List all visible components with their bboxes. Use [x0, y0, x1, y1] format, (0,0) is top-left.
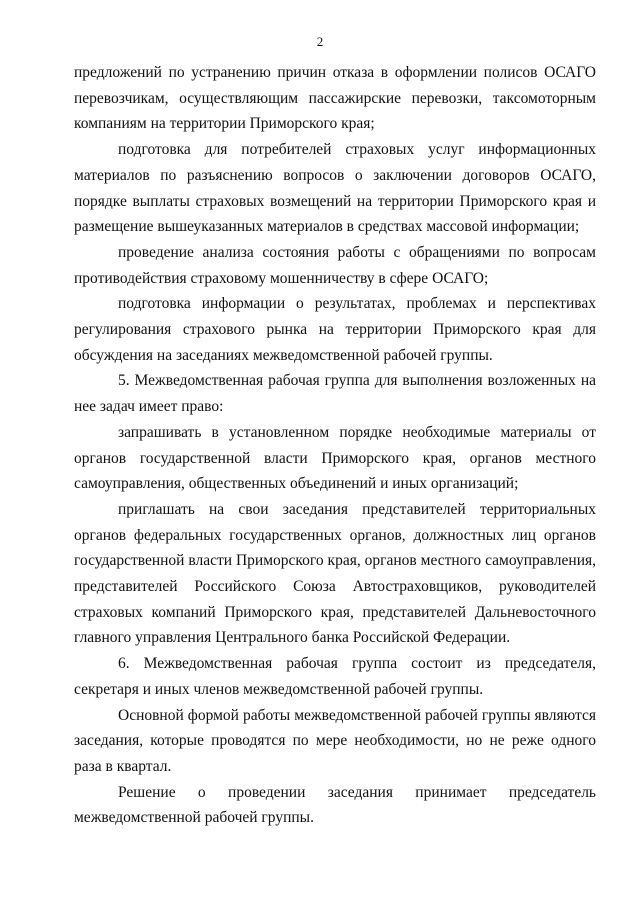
- paragraph-8: 6. Межведомственная рабочая группа состоит из председателя, секретаря и иных членов межведомственной рабочей группы.: [74, 655, 596, 698]
- paragraph-5: 5. Межведомственная рабочая группа для выполнения возложенных на нее задач имеет право:: [74, 372, 596, 416]
- paragraph-9: Основной формой работы межведомственной рабочей группы являются заседания, которые проводятся по мере необходимости, но не реже одного раза в квартал.: [74, 706, 596, 775]
- paragraph-3: проведение анализа состояния работы с обращениями по вопросам противодействия страховому мошенничеству в сфере ОСАГО;: [74, 243, 596, 287]
- paragraph-4: подготовка информации о результатах, проблемах и перспективах регулирования страхового рынка на территории Приморского края для обсуждения на заседаниях межведомственной рабочей группы.: [74, 295, 596, 364]
- paragraph-7: приглашать на свои заседания представителей территориальных органов федеральных государственных органов, должностных лиц органов государственной власти Приморского края, органов местного самоуправления, представителей Российского Союза Автостраховщиков, руководителей страховых компаний Приморского края, представителей Дальневосточного главного управления Центрального банка Российской Федерации.: [74, 500, 596, 647]
- document-body: [74, 60, 596, 831]
- paragraph-1: предложений по устранению причин отказа в оформлении полисов ОСАГО перевозчикам, осуществляющим пассажирские перевозки, таксомоторным компаниям на территории Приморского края;: [74, 64, 596, 133]
- paragraph-6: запрашивать в установленном порядке необходимые материалы от органов государственной власти Приморского края, органов местного самоуправления, общественных объединений и иных организаций;: [74, 423, 596, 493]
- page-number: 2: [316, 34, 324, 49]
- paragraph-2: подготовка для потребителей страховых услуг информационных материалов по разъяснению вопросов о заключении договоров ОСАГО, порядке выплаты страховых возмещений на территории Приморского края и размещение вышеуказанных материалов в средствах массовой информации;: [74, 141, 596, 236]
- paragraph-10: Решение о проведении заседания принимает председатель межведомственной рабочей группы.: [74, 783, 596, 827]
